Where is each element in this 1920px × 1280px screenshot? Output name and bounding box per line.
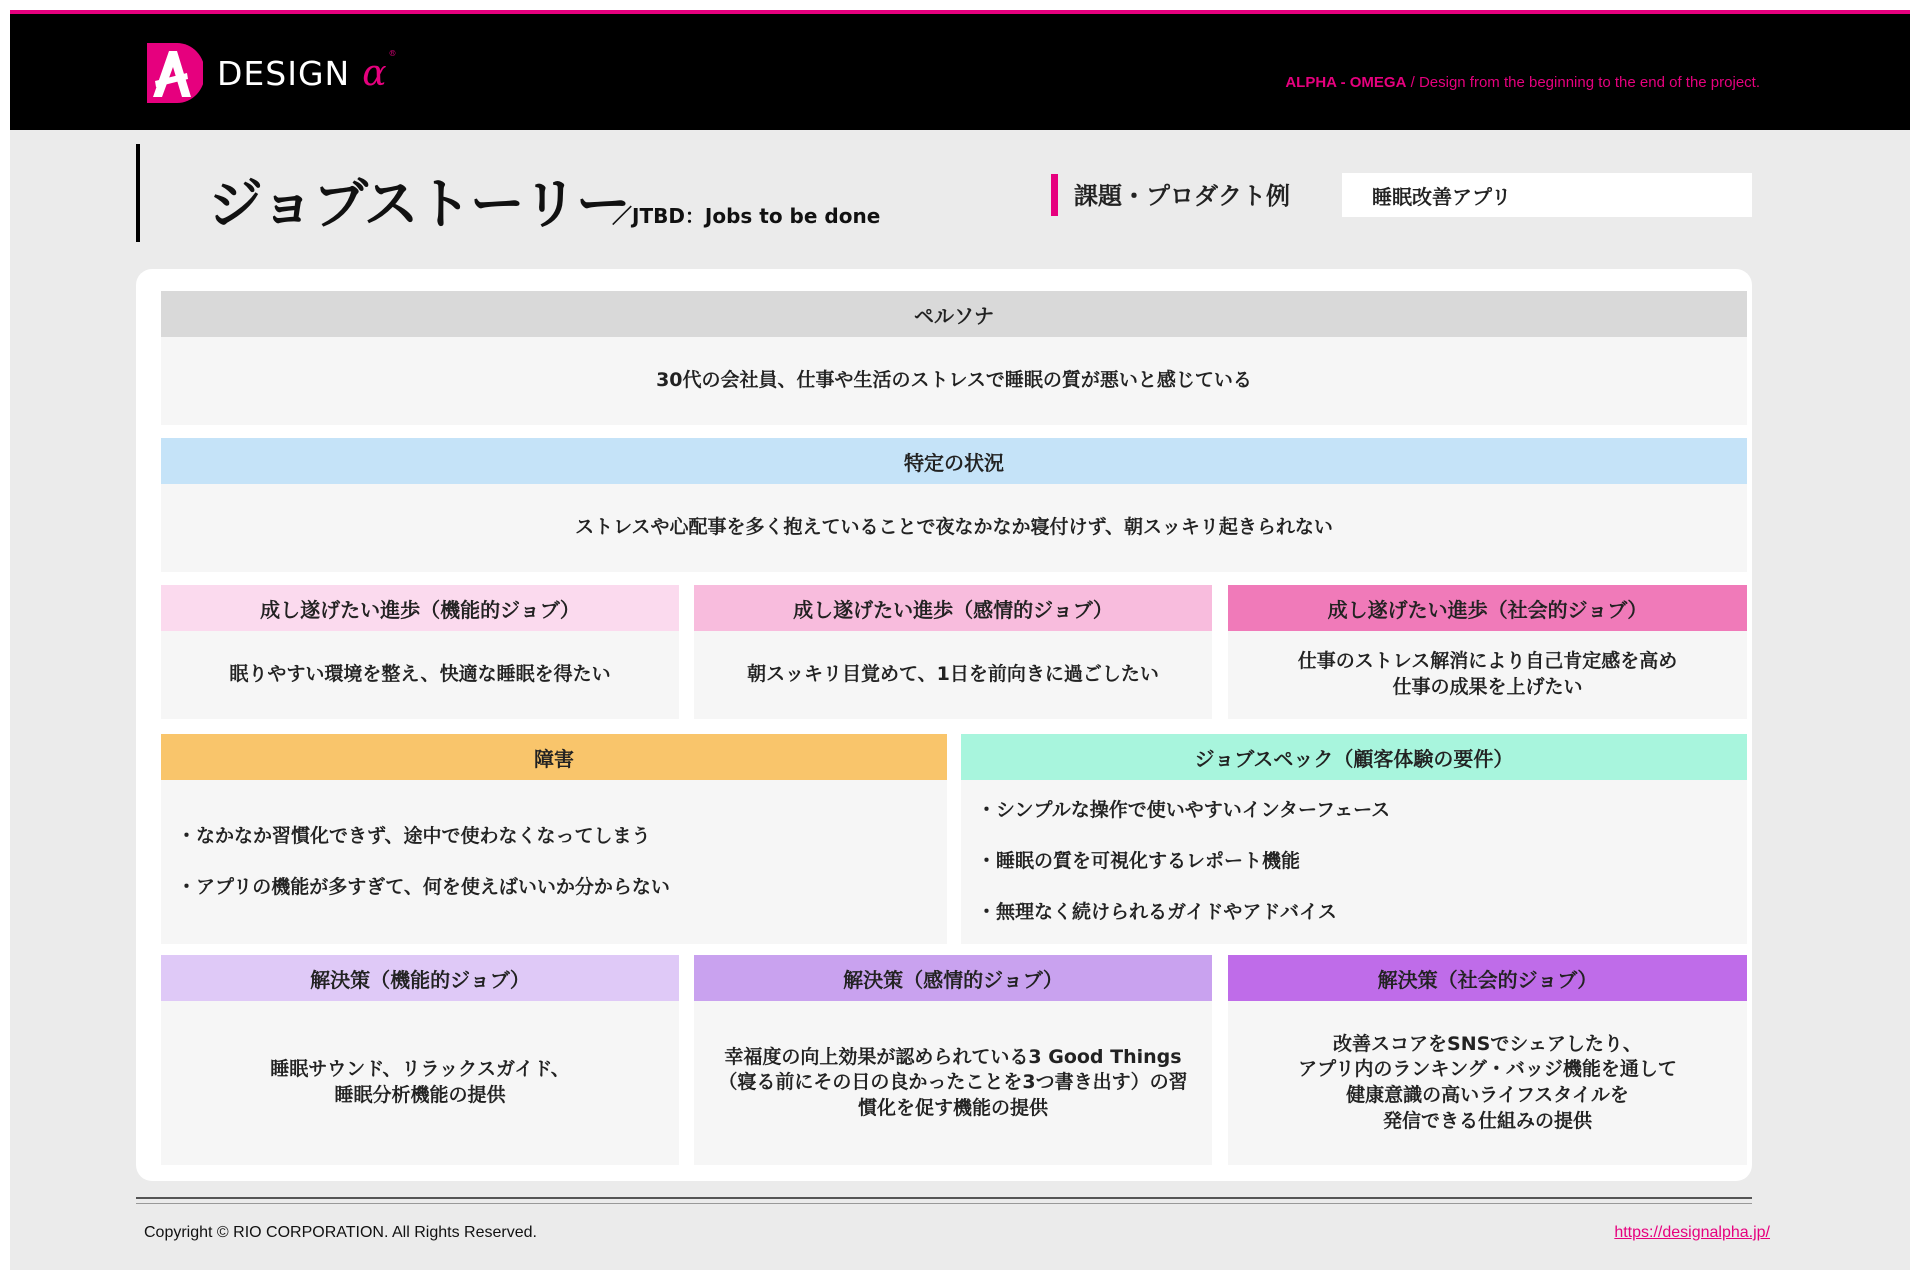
solution-emotional-section: [694, 955, 1212, 1165]
progress-functional-body: 眠りやすい環境を整え、快適な睡眠を得たい: [161, 631, 679, 719]
persona-heading: ペルソナ: [161, 291, 1747, 337]
obstacle-item: ・アプリの機能が多すぎて、何を使えばいいか分からない: [177, 875, 670, 898]
progress-social-body: 仕事のストレス解消により自己肯定感を高め 仕事の成果を上げたい: [1228, 631, 1747, 719]
progress-emotional-section: [694, 585, 1212, 719]
situation-section: [161, 438, 1747, 572]
header-bar: [10, 14, 1910, 130]
persona-section: [161, 291, 1747, 425]
solution-social-heading: 解決策（社会的ジョブ）: [1228, 955, 1747, 1001]
solution-functional-heading: 解決策（機能的ジョブ）: [161, 955, 679, 1001]
obstacle-heading: 障害: [161, 734, 947, 780]
job-spec-body: [961, 780, 1747, 944]
brand-logo[interactable]: [147, 43, 397, 103]
website-link[interactable]: https://designalpha.jp/: [1614, 1224, 1770, 1241]
tagline-text: / Design from the beginning to the end of the project.: [1406, 74, 1760, 91]
job-spec-section: [961, 734, 1747, 944]
situation-body: ストレスや心配事を多く抱えていることで夜なかなか寝付けず、朝スッキリ起きられない: [161, 484, 1747, 572]
topic-value-box: [1342, 173, 1752, 217]
solution-functional-body: 睡眠サウンド、リラックスガイド、 睡眠分析機能の提供: [161, 1001, 679, 1165]
job-spec-heading: ジョブスペック（顧客体験の要件）: [961, 734, 1747, 780]
topic-value: 睡眠改善アプリ: [1372, 184, 1512, 209]
title-accent-bar: [136, 144, 140, 242]
persona-body: 30代の会社員、仕事や生活のストレスで睡眠の質が悪いと感じている: [161, 337, 1747, 425]
solution-functional-section: [161, 955, 679, 1165]
progress-social-section: [1228, 585, 1747, 719]
job-spec-item: ・シンプルな操作で使いやすいインターフェース: [977, 798, 1391, 821]
job-story-panel: [136, 269, 1752, 1181]
progress-functional-heading: 成し遂げたい進歩（機能的ジョブ）: [161, 585, 679, 631]
solution-social-body: 改善スコアをSNSでシェアしたり、 アプリ内のランキング・バッジ機能を通して 健康意識の高いライフスタイルを 発信できる仕組みの提供: [1228, 1001, 1747, 1165]
solution-emotional-heading: 解決策（感情的ジョブ）: [694, 955, 1212, 1001]
page-title: ジョブストーリー: [208, 172, 629, 236]
job-spec-item: ・無理なく続けられるガイドやアドバイス: [977, 901, 1337, 924]
situation-heading: 特定の状況: [161, 438, 1747, 484]
obstacle-item: ・なかなか習慣化できず、途中で使わなくなってしまう: [177, 824, 651, 847]
obstacle-section: [161, 734, 947, 944]
solution-social-section: [1228, 955, 1747, 1165]
design-alpha-logo-icon: [147, 43, 203, 103]
footer-divider-thin: [136, 1203, 1752, 1204]
logo-alpha: α ®: [362, 48, 397, 94]
progress-emotional-heading: 成し遂げたい進歩（感情的ジョブ）: [694, 585, 1212, 631]
obstacle-body: [161, 780, 947, 944]
progress-functional-section: [161, 585, 679, 719]
topic-accent-bar: [1051, 174, 1058, 216]
tagline: [1285, 74, 1760, 91]
logo-text: DESIGN: [217, 53, 351, 93]
page-subtitle: ／JTBD：Jobs to be done: [612, 204, 881, 228]
tagline-brand: ALPHA - OMEGA: [1285, 74, 1407, 91]
solution-emotional-body: 幸福度の向上効果が認められている3 Good Things （寝る前にその日の良かったことを3つ書き出す）の習 慣化を促す機能の提供: [694, 1001, 1212, 1165]
copyright-text: Copyright © RIO CORPORATION. All Rights Reserved.: [144, 1224, 537, 1241]
progress-emotional-body: 朝スッキリ目覚めて、1日を前向きに過ごしたい: [694, 631, 1212, 719]
job-spec-item: ・睡眠の質を可視化するレポート機能: [977, 850, 1301, 873]
topic-label: 課題・プロダクト例: [1074, 182, 1290, 210]
footer-divider: [136, 1197, 1752, 1199]
progress-social-heading: 成し遂げたい進歩（社会的ジョブ）: [1228, 585, 1747, 631]
